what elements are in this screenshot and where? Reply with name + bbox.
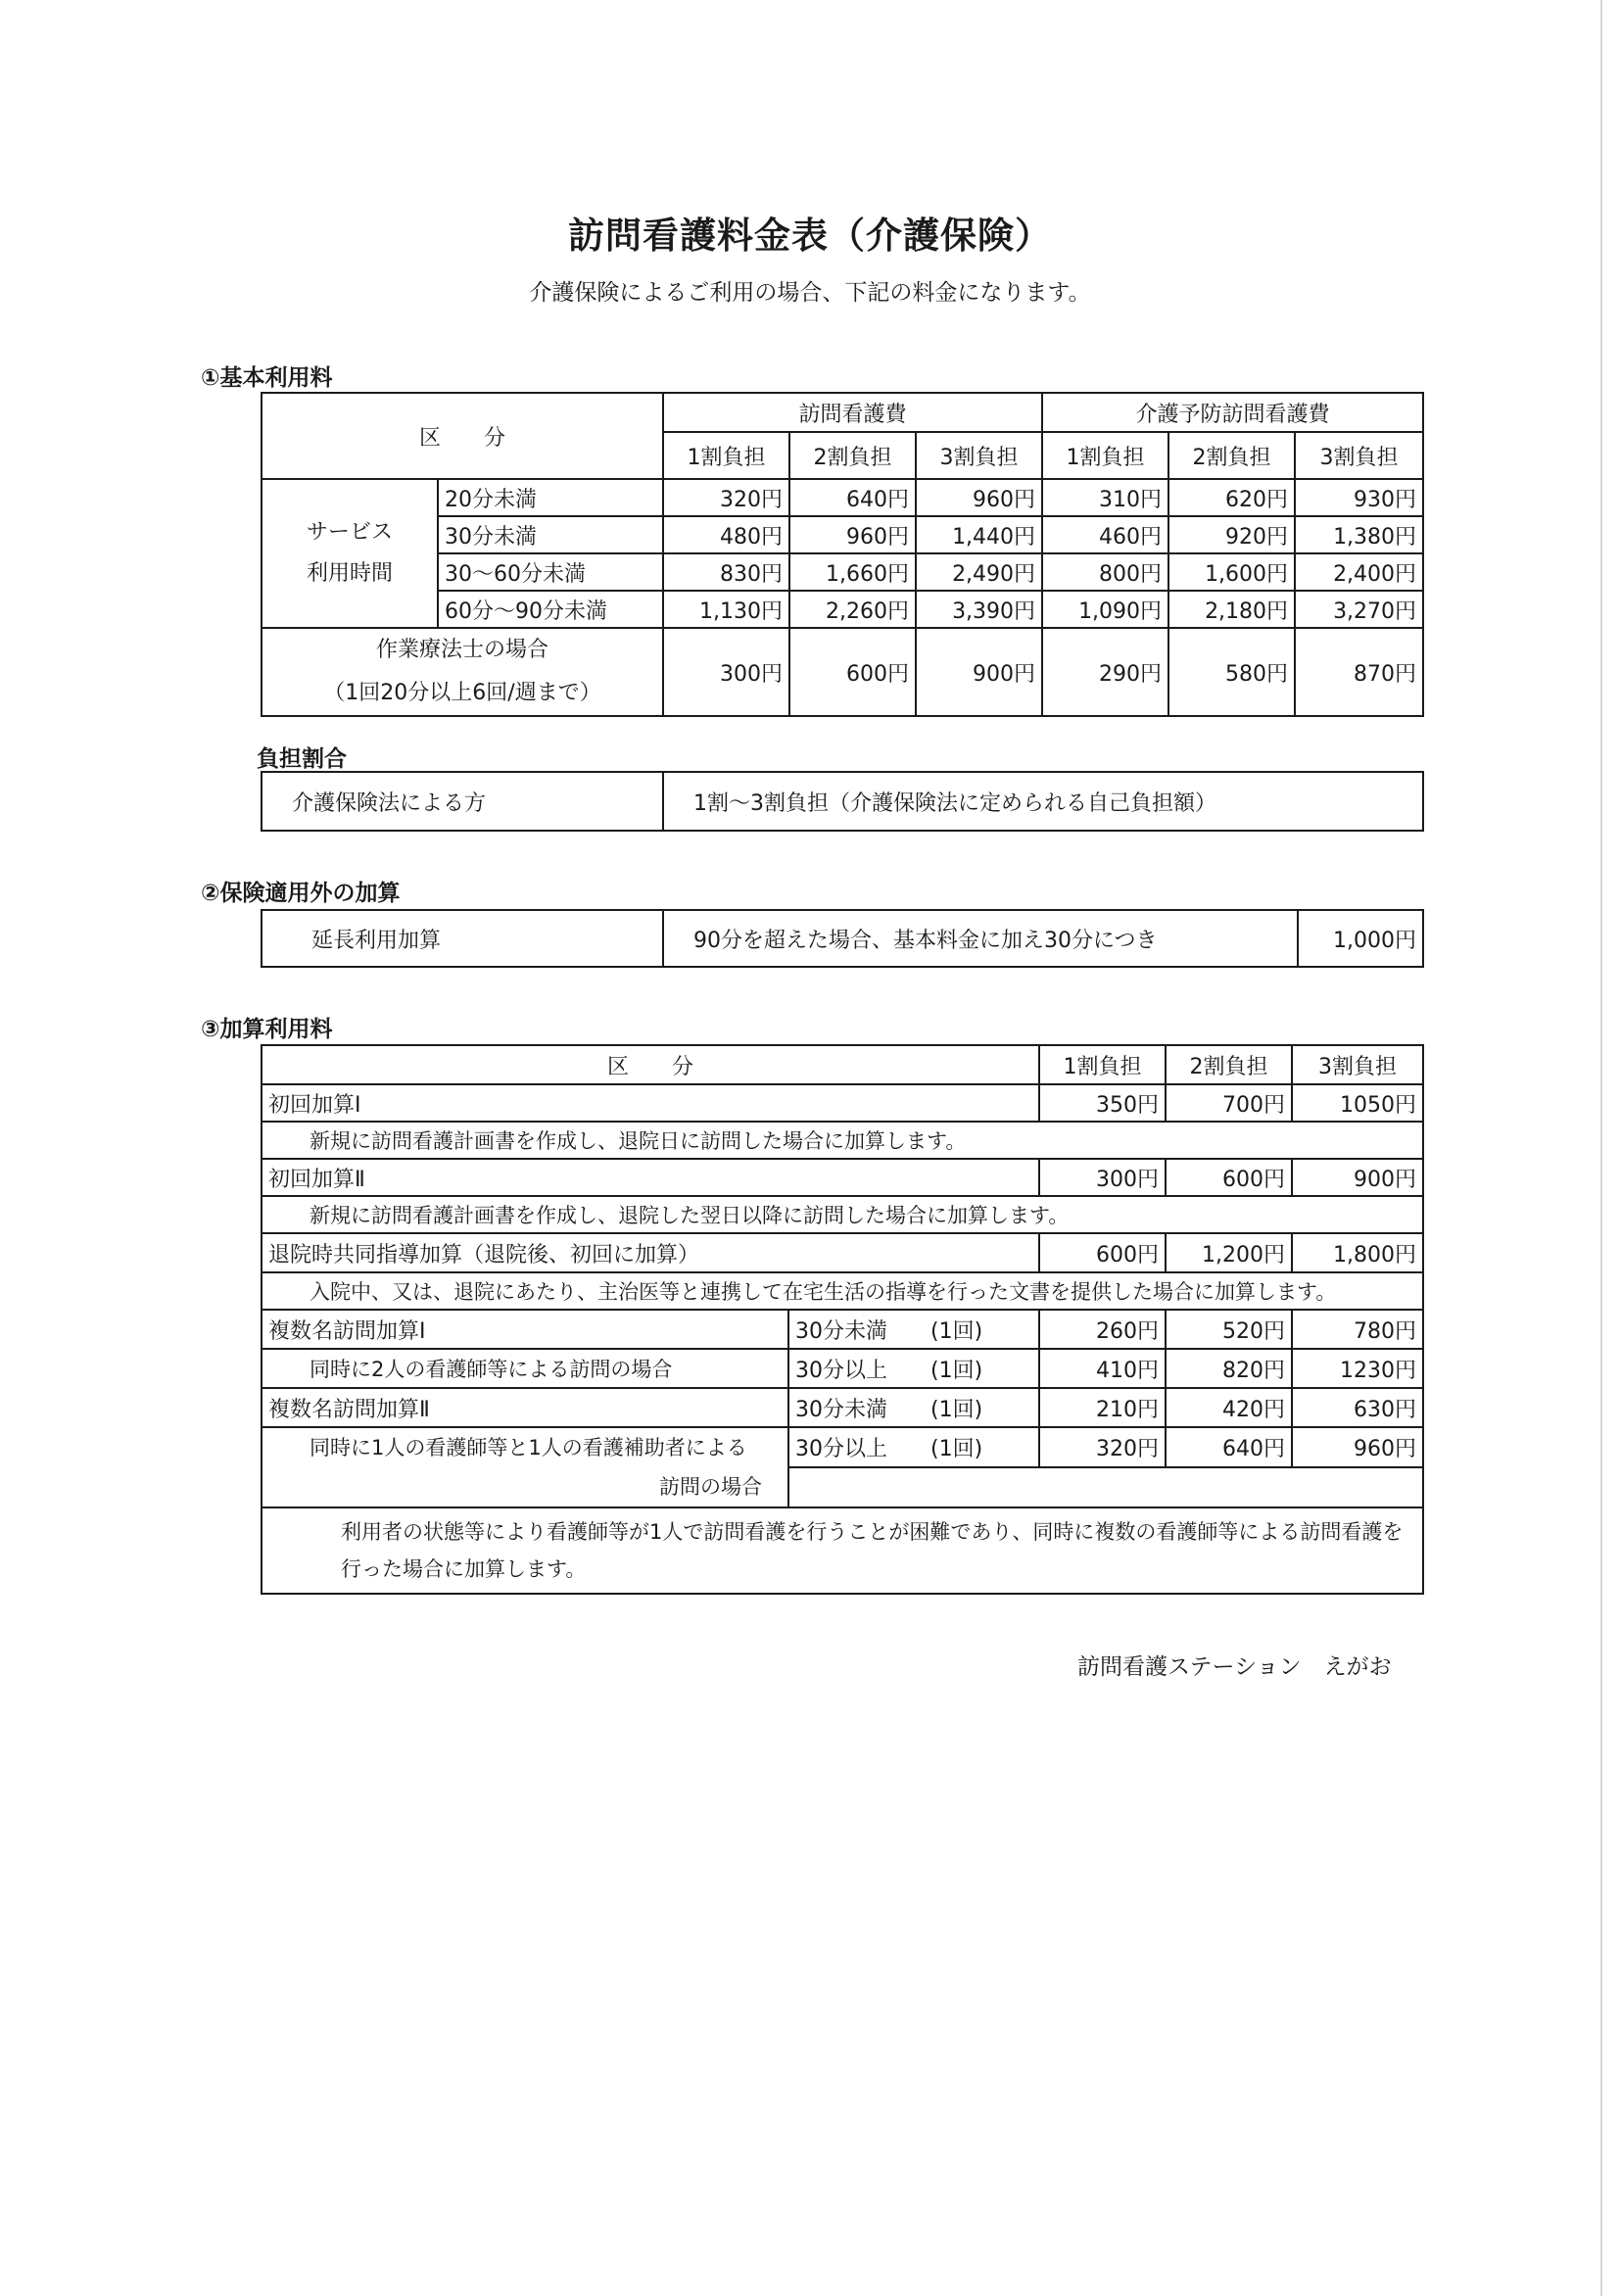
burden-header: 3割負担	[1292, 1045, 1423, 1084]
shokai1-label: 初回加算Ⅰ	[262, 1084, 1039, 1122]
fee-cell: 620円	[1168, 479, 1295, 516]
fee-cell: 300円	[1039, 1159, 1166, 1196]
burden-header: 3割負担	[916, 432, 1042, 479]
fee-cell: 520円	[1166, 1310, 1292, 1349]
fee-cell: 320円	[663, 479, 789, 516]
shokai1-note: 新規に訪問看護計画書を作成し、退院日に訪問した場合に加算します。	[262, 1122, 1423, 1159]
extension-price: 1,000円	[1298, 910, 1423, 967]
fee-cell: 1050円	[1292, 1084, 1423, 1122]
ot-label-line1: 作業療法士の場合	[376, 638, 549, 662]
burden-header: 2割負担	[789, 432, 916, 479]
fee-cell: 460円	[1042, 516, 1168, 553]
service-time-label	[262, 479, 438, 628]
fee-cell: 1,800円	[1292, 1233, 1423, 1272]
burden-header: 1割負担	[663, 432, 789, 479]
fee-cell: 290円	[1042, 628, 1168, 716]
fee-cell: 2,490円	[916, 553, 1042, 591]
burden-ratio-value: 1割～3割負担（介護保険法に定められる自己負担額）	[663, 772, 1423, 831]
fee-cell: 640円	[789, 479, 916, 516]
burden-header: 2割負担	[1166, 1045, 1292, 1084]
fee-cell: 310円	[1042, 479, 1168, 516]
fee-cell: 900円	[916, 628, 1042, 716]
fee-cell: 2,400円	[1295, 553, 1423, 591]
fee-cell: 320円	[1039, 1427, 1166, 1467]
fee-cell: 630円	[1292, 1388, 1423, 1427]
burden-header: 2割負担	[1168, 432, 1295, 479]
burden-ratio-table	[261, 771, 1424, 832]
fukusu-final-note: 利用者の状態等により看護師等が1人で訪問看護を行うことが困難であり、同時に複数の看護師等による訪問看護を行った場合に加算します。	[262, 1507, 1423, 1594]
time-label: 30分以上 (1回)	[788, 1427, 1039, 1467]
fee-cell: 1,130円	[663, 591, 789, 628]
service-label-line1: サービス	[306, 520, 393, 545]
kubun-header: 区 分	[262, 1045, 1039, 1084]
section2-heading: ②保険適用外の加算	[201, 881, 401, 906]
fee-cell: 600円	[789, 628, 916, 716]
extension-label: 延長利用加算	[262, 910, 663, 967]
fee-cell: 700円	[1166, 1084, 1292, 1122]
fukusu2-label: 複数名訪問加算Ⅱ	[262, 1388, 788, 1427]
fukusu1-sub: 同時に2人の看護師等による訪問の場合	[262, 1349, 788, 1388]
additional-fee-table	[261, 1044, 1424, 1595]
extension-fee-table	[261, 909, 1424, 968]
fee-cell: 1,200円	[1166, 1233, 1292, 1272]
fee-cell: 1,380円	[1295, 516, 1423, 553]
burden-header: 1割負担	[1042, 432, 1168, 479]
fee-cell: 2,260円	[789, 591, 916, 628]
basic-fee-table	[261, 392, 1424, 717]
burden-ratio-heading: 負担割合	[257, 746, 347, 772]
fee-cell: 1,660円	[789, 553, 916, 591]
empty-cell	[788, 1467, 1423, 1507]
fee-cell: 1,440円	[916, 516, 1042, 553]
fee-cell: 960円	[789, 516, 916, 553]
taiin-label: 退院時共同指導加算（退院後、初回に加算）	[262, 1233, 1039, 1272]
fee-cell: 870円	[1295, 628, 1423, 716]
fee-cell: 480円	[663, 516, 789, 553]
fee-cell: 1,600円	[1168, 553, 1295, 591]
fukusu2-sub-line2: 訪問の場合	[659, 1475, 762, 1499]
time-label: 30分未満 (1回)	[788, 1310, 1039, 1349]
time-label: 30～60分未満	[438, 553, 663, 591]
fee-cell: 780円	[1292, 1310, 1423, 1349]
fee-cell: 900円	[1292, 1159, 1423, 1196]
time-label: 30分以上 (1回)	[788, 1349, 1039, 1388]
footer-station-name: 訪問看護ステーション えがお	[1077, 1654, 1392, 1680]
fee-cell: 350円	[1039, 1084, 1166, 1122]
fukusu2-sub-line1: 同時に1人の看護師等と1人の看護補助者による	[310, 1436, 747, 1459]
time-label: 30分未満 (1回)	[788, 1388, 1039, 1427]
burden-ratio-label: 介護保険法による方	[262, 772, 663, 831]
fee-cell: 800円	[1042, 553, 1168, 591]
fee-cell: 1,090円	[1042, 591, 1168, 628]
page-edge	[1600, 0, 1602, 2296]
burden-header: 3割負担	[1295, 432, 1423, 479]
section3-heading: ③加算利用料	[201, 1017, 333, 1042]
time-label: 60分～90分未満	[438, 591, 663, 628]
extension-desc: 90分を超えた場合、基本料金に加え30分につき	[663, 910, 1298, 967]
fee-cell: 960円	[1292, 1427, 1423, 1467]
ot-label-line2: （1回20分以上6回/週まで）	[323, 681, 601, 705]
fukusu1-label: 複数名訪問加算Ⅰ	[262, 1310, 788, 1349]
fee-cell: 580円	[1168, 628, 1295, 716]
group-header-yobou: 介護予防訪問看護費	[1042, 393, 1423, 432]
fee-cell: 600円	[1039, 1233, 1166, 1272]
fee-cell: 930円	[1295, 479, 1423, 516]
group-header-houmon: 訪問看護費	[663, 393, 1042, 432]
shokai2-note: 新規に訪問看護計画書を作成し、退院した翌日以降に訪問した場合に加算します。	[262, 1196, 1423, 1233]
fee-cell: 3,390円	[916, 591, 1042, 628]
fee-cell: 1230円	[1292, 1349, 1423, 1388]
page-title: 訪問看護料金表（介護保険）	[568, 215, 1052, 257]
taiin-note: 入院中、又は、退院にあたり、主治医等と連携して在宅生活の指導を行った文書を提供した場合に加算します。	[262, 1272, 1423, 1310]
fee-cell: 3,270円	[1295, 591, 1423, 628]
fee-cell: 210円	[1039, 1388, 1166, 1427]
fukusu2-sub	[262, 1427, 788, 1507]
shokai2-label: 初回加算Ⅱ	[262, 1159, 1039, 1196]
fee-cell: 2,180円	[1168, 591, 1295, 628]
section1-heading: ①基本利用料	[201, 365, 333, 391]
page-subtitle: 介護保険によるご利用の場合、下記の料金になります。	[529, 280, 1091, 306]
service-label-line2: 利用時間	[306, 561, 393, 586]
time-label: 20分未満	[438, 479, 663, 516]
fee-cell: 830円	[663, 553, 789, 591]
fee-cell: 920円	[1168, 516, 1295, 553]
fee-cell: 260円	[1039, 1310, 1166, 1349]
fee-cell: 820円	[1166, 1349, 1292, 1388]
fee-cell: 640円	[1166, 1427, 1292, 1467]
fee-cell: 410円	[1039, 1349, 1166, 1388]
time-label: 30分未満	[438, 516, 663, 553]
fee-cell: 300円	[663, 628, 789, 716]
ot-label	[262, 628, 663, 716]
fee-cell: 960円	[916, 479, 1042, 516]
kubun-header: 区 分	[262, 393, 663, 479]
fee-cell: 600円	[1166, 1159, 1292, 1196]
burden-header: 1割負担	[1039, 1045, 1166, 1084]
fee-cell: 420円	[1166, 1388, 1292, 1427]
